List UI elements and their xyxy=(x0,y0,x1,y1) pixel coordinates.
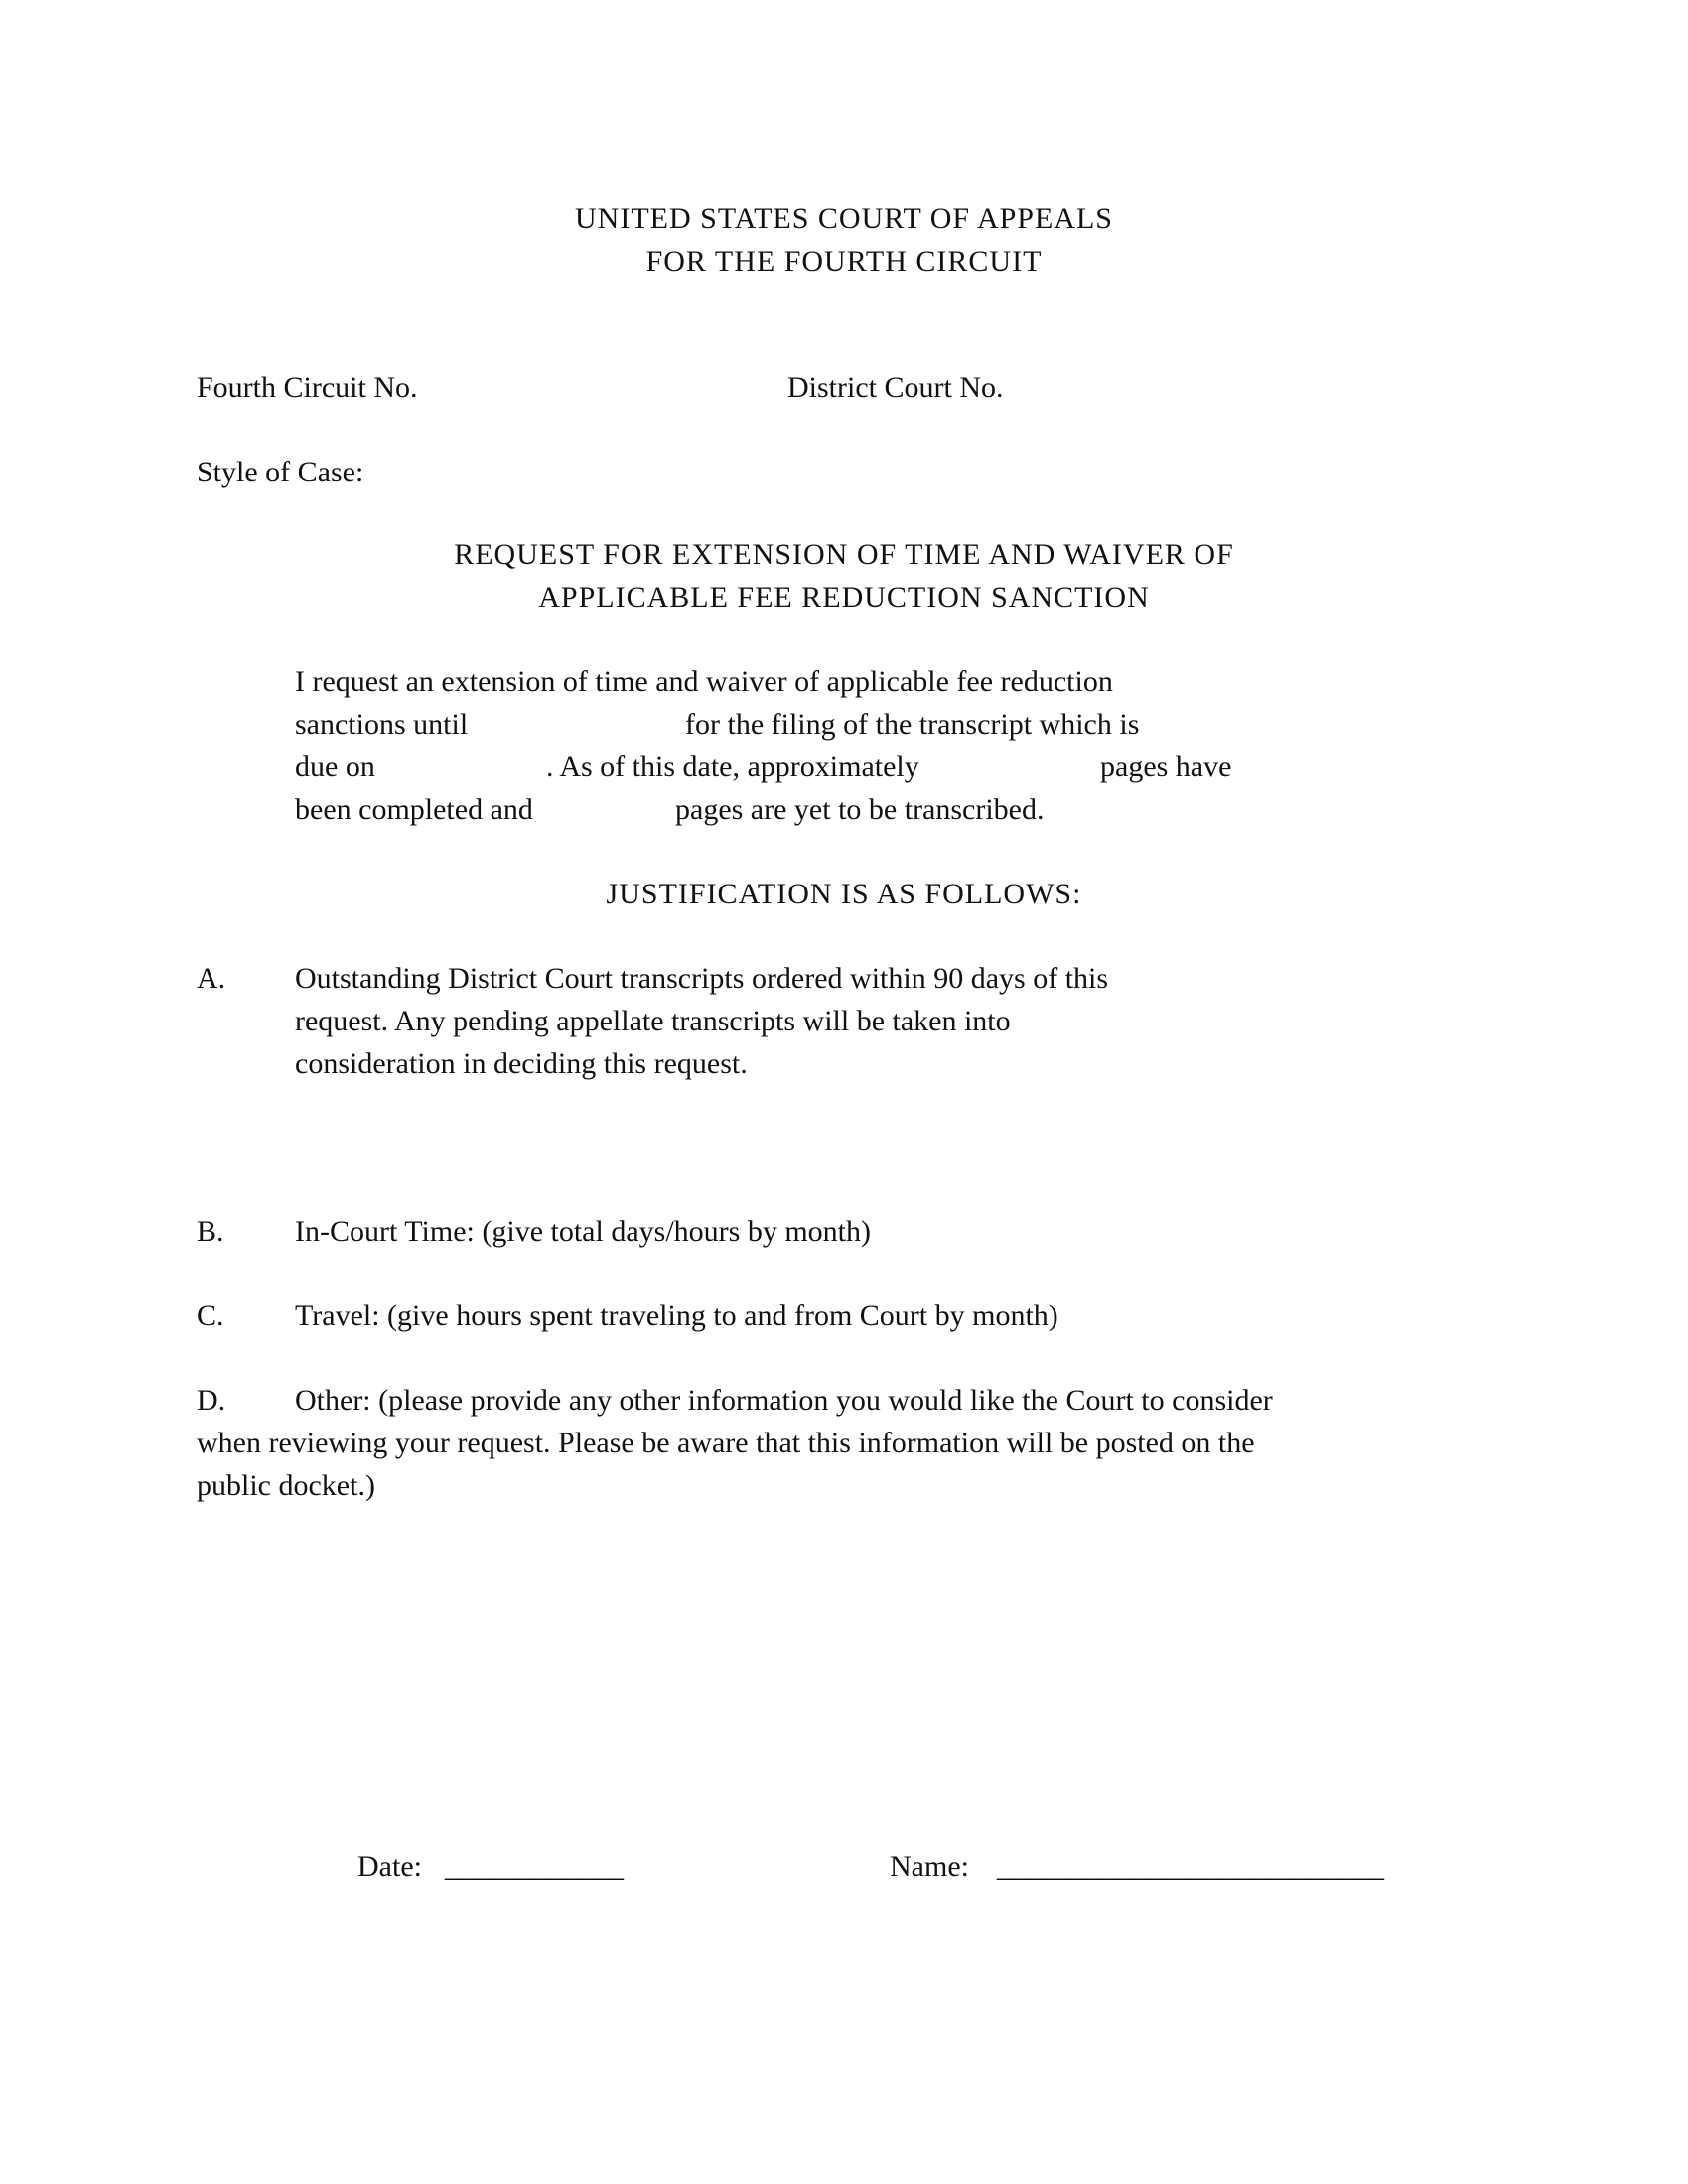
item-a-letter: A. xyxy=(197,962,226,995)
request-due-on: due on xyxy=(295,751,375,783)
request-pages-remaining: pages are yet to be transcribed. xyxy=(675,793,1045,826)
item-c-letter: C. xyxy=(197,1299,224,1332)
item-a-line1: Outstanding District Court transcripts ordered within 90 days of this xyxy=(295,962,1109,995)
date-label: Date: xyxy=(357,1850,422,1883)
request-transcript-filing: for the filing of the transcript which is xyxy=(685,708,1140,741)
request-pages-have: pages have xyxy=(1100,751,1232,783)
item-d-line1: Other: (please provide any other information you would like the Court to consider xyxy=(295,1384,1273,1417)
item-b-letter: B. xyxy=(197,1215,224,1248)
name-label: Name: xyxy=(890,1850,969,1883)
style-of-case-label: Style of Case: xyxy=(197,456,364,488)
item-a-line2: request. Any pending appellate transcripts will be taken into xyxy=(295,1005,1011,1037)
request-title-line1: REQUEST FOR EXTENSION OF TIME AND WAIVER OF xyxy=(454,538,1234,571)
circuit-name: FOR THE FOURTH CIRCUIT xyxy=(645,245,1043,278)
court-name: UNITED STATES COURT OF APPEALS xyxy=(575,203,1113,235)
request-title-line2: APPLICABLE FEE REDUCTION SANCTION xyxy=(538,581,1150,614)
justification-heading: JUSTIFICATION IS AS FOLLOWS: xyxy=(606,878,1082,910)
date-field[interactable]: ____________ xyxy=(445,1850,624,1883)
request-paragraph-line1: I request an extension of time and waiver of applicable fee reduction xyxy=(295,665,1113,698)
request-as-of-date: . As of this date, approximately xyxy=(546,751,919,783)
item-b-in-court-time: In-Court Time: (give total days/hours by month) xyxy=(295,1215,871,1248)
item-a-line3: consideration in deciding this request. xyxy=(295,1047,748,1080)
item-d-line3: public docket.) xyxy=(197,1469,375,1502)
request-been-completed: been completed and xyxy=(295,793,533,826)
name-field[interactable]: __________________________ xyxy=(997,1850,1384,1883)
item-d-letter: D. xyxy=(197,1384,226,1417)
item-d-line2: when reviewing your request. Please be aware that this information will be posted on the xyxy=(197,1427,1255,1459)
request-sanctions-until: sanctions until xyxy=(295,708,469,741)
fourth-circuit-number-label: Fourth Circuit No. xyxy=(197,371,418,404)
district-court-number-label: District Court No. xyxy=(787,371,1004,404)
item-c-travel: Travel: (give hours spent traveling to and from Court by month) xyxy=(295,1299,1058,1332)
